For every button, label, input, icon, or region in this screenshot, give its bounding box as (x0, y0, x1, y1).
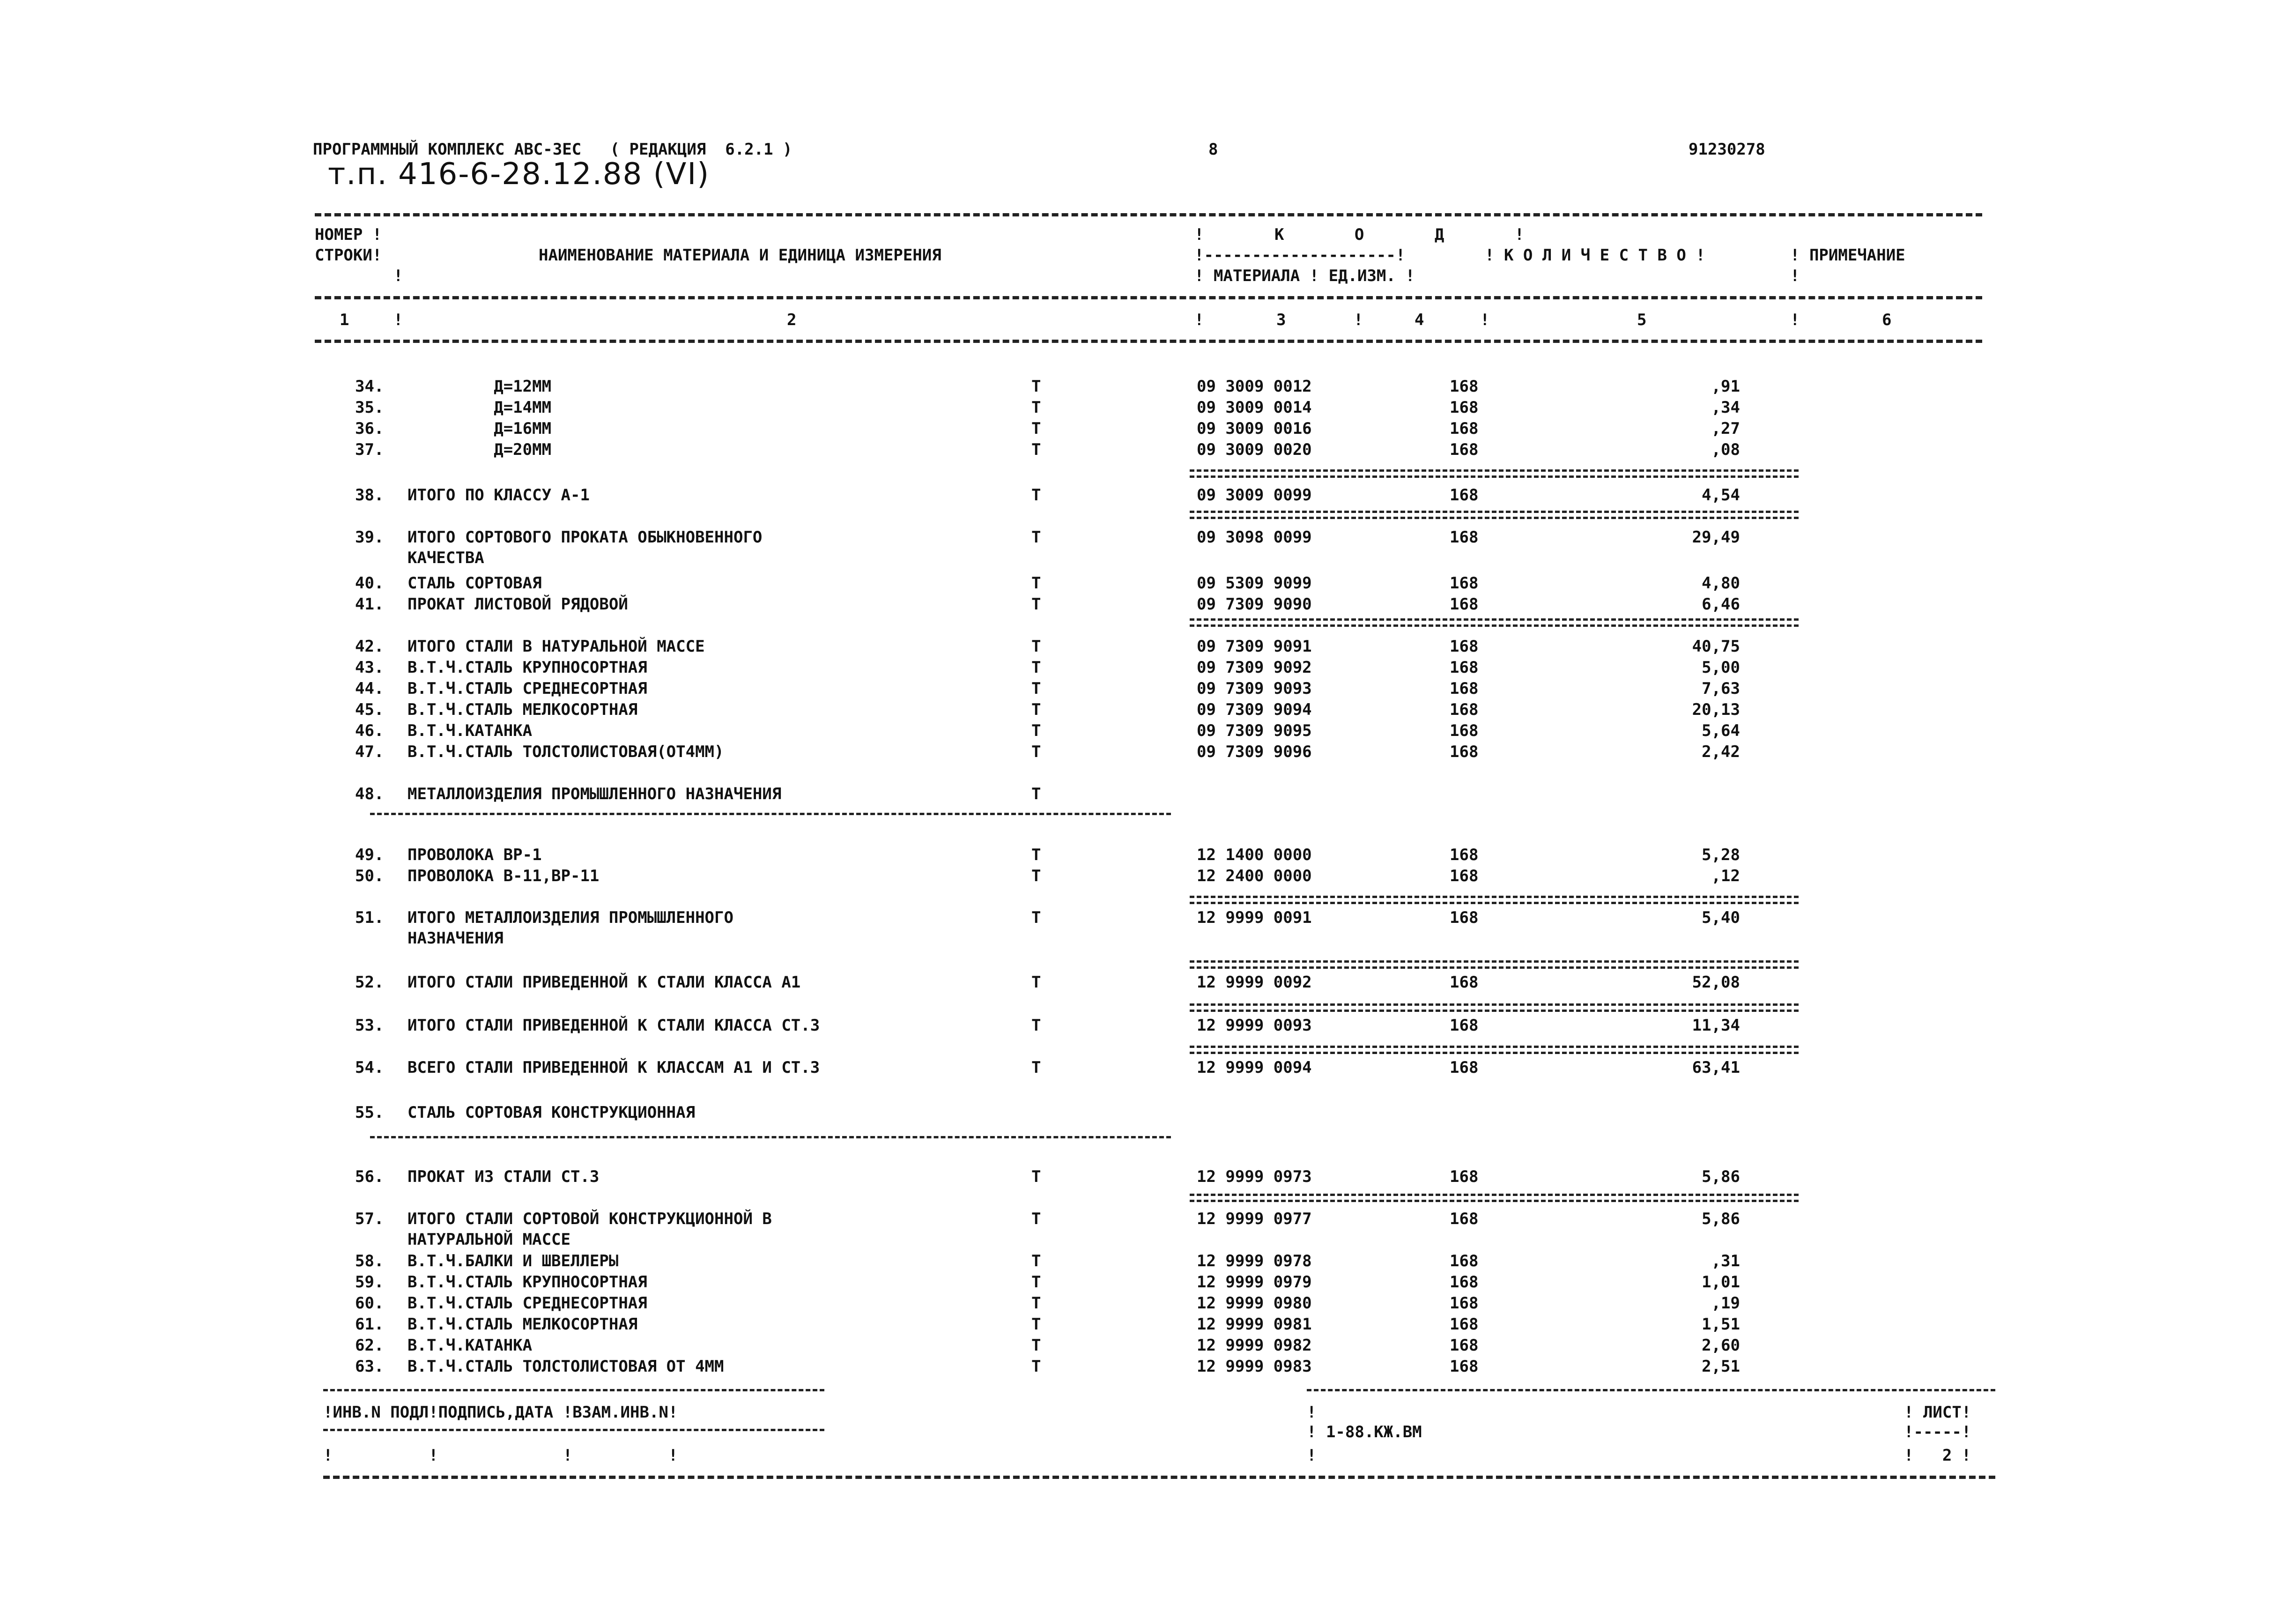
footer-sheet-label: ! ЛИСТ! (1904, 1403, 1971, 1422)
unit-of-measure: Т (1031, 440, 1041, 459)
row-number: 52. (355, 973, 384, 992)
row-number: 57. (355, 1210, 384, 1228)
header-mid-rule (315, 296, 1982, 299)
unit-code: 168 (1450, 637, 1479, 656)
table-row (0, 974, 2296, 993)
unit-of-measure: Т (1031, 377, 1041, 396)
unit-code: 168 (1450, 398, 1479, 417)
footer-left-mid-rule (323, 1429, 824, 1431)
col1-header-line2: СТРОКИ! (315, 246, 382, 265)
quantity: 1,01 (1702, 1273, 1740, 1292)
row-number: 37. (355, 440, 384, 459)
table-row (0, 681, 2296, 699)
material-code: 12 9999 0980 (1197, 1294, 1312, 1313)
table-row (0, 1060, 2296, 1078)
table-row (0, 1017, 2296, 1036)
total-separator (1190, 618, 1799, 621)
total-separator (1190, 469, 1799, 472)
quantity: 4,54 (1702, 486, 1740, 505)
program-header: ПРОГРАММНЫЙ КОМПЛЕКС АВС-3ЕС ( РЕДАКЦИЯ 6.2.1 ) (313, 140, 792, 159)
material-name: В.Т.Ч.СТАЛЬ СРЕДНЕСОРТНАЯ (407, 1294, 647, 1313)
total-separator (1190, 1003, 1799, 1006)
unit-code: 168 (1450, 721, 1479, 740)
row-number: 51. (355, 908, 384, 927)
material-name: В.Т.Ч.КАТАНКА (407, 1336, 533, 1355)
column-sep-5: ! (1790, 311, 1800, 329)
table-row (0, 487, 2296, 506)
unit-code: 168 (1450, 1336, 1479, 1355)
note-header-bar: ! (1790, 267, 1800, 285)
quantity: 2,60 (1702, 1336, 1740, 1355)
unit-of-measure: Т (1031, 398, 1041, 417)
material-name: ПРОКАТ ЛИСТОВОЙ РЯДОВОЙ (407, 595, 628, 614)
handwritten-reference: т.п. 416-6-28.12.88 (VI) (328, 157, 710, 192)
unit-of-measure: Т (1031, 1210, 1041, 1228)
col1-header-line3: ! (393, 267, 403, 285)
total-separator (1190, 1046, 1799, 1048)
unit-of-measure: Т (1031, 846, 1041, 864)
material-name: ИТОГО МЕТАЛЛОИЗДЕЛИЯ ПРОМЫШЛЕННОГО (407, 908, 733, 927)
unit-code: 168 (1450, 973, 1479, 992)
unit-code: 168 (1450, 419, 1479, 438)
row-number: 59. (355, 1273, 384, 1292)
material-code: 09 3098 0099 (1197, 528, 1312, 547)
material-code: 12 9999 0982 (1197, 1336, 1312, 1355)
material-code: 09 3009 0014 (1197, 398, 1312, 417)
table-row (0, 400, 2296, 418)
material-code: 09 7309 9091 (1197, 637, 1312, 656)
material-name: СТАЛЬ СОРТОВАЯ КОНСТРУКЦИОННАЯ (407, 1103, 696, 1122)
column-sep-4: ! (1480, 311, 1490, 329)
material-code: 09 7309 9094 (1197, 700, 1312, 719)
table-row (0, 1359, 2296, 1377)
section-underline (370, 1136, 1171, 1138)
table-row (0, 1105, 2296, 1123)
footer-drawing-code: ! 1-88.КЖ.ВМ (1307, 1423, 1422, 1441)
document-code: 91230278 (1689, 140, 1765, 159)
quantity: 11,34 (1692, 1016, 1740, 1035)
material-code: 12 9999 0978 (1197, 1252, 1312, 1270)
unit-code: 168 (1450, 1357, 1479, 1376)
unit-code: 168 (1450, 486, 1479, 505)
material-name: В.Т.Ч.СТАЛЬ КРУПНОСОРТНАЯ (407, 658, 647, 677)
quantity: 29,49 (1692, 528, 1740, 547)
unit-code: 168 (1450, 377, 1479, 396)
row-number: 62. (355, 1336, 384, 1355)
footer-signature-cells: ! ! ! ! (323, 1446, 678, 1465)
unit-code: 168 (1450, 1016, 1479, 1035)
footer-sheet-number: ! 2 ! (1904, 1446, 1971, 1465)
quantity: 5,00 (1702, 658, 1740, 677)
material-name: Д=16ММ (407, 419, 552, 438)
material-name: Д=20ММ (407, 440, 552, 459)
row-number: 63. (355, 1357, 384, 1376)
table-row (0, 744, 2296, 763)
column-number-6: 6 (1882, 311, 1892, 329)
unit-code: 168 (1450, 1210, 1479, 1228)
unit-code: 168 (1450, 679, 1479, 698)
quantity: ,31 (1711, 1252, 1740, 1270)
material-code: 09 7309 9096 (1197, 743, 1312, 761)
material-name: ИТОГО СТАЛИ ПРИВЕДЕННОЙ К СТАЛИ КЛАССА СТ.3 (407, 1016, 820, 1035)
unit-of-measure: Т (1031, 1357, 1041, 1376)
material-name: МЕТАЛЛОИЗДЕЛИЯ ПРОМЫШЛЕННОГО НАЗНАЧЕНИЯ (407, 785, 782, 803)
material-code: 12 9999 0977 (1197, 1210, 1312, 1228)
material-code: 12 1400 0000 (1197, 846, 1312, 864)
unit-code: 168 (1450, 574, 1479, 593)
material-name: ПРОКАТ ИЗ СТАЛИ СТ.3 (407, 1167, 600, 1186)
row-number: 39. (355, 528, 384, 547)
unit-of-measure: Т (1031, 700, 1041, 719)
material-name: В.Т.Ч.КАТАНКА (407, 721, 533, 740)
unit-code: 168 (1450, 528, 1479, 547)
quantity: 5,86 (1702, 1167, 1740, 1186)
material-code: 12 2400 0000 (1197, 867, 1312, 885)
material-code: 12 9999 0091 (1197, 908, 1312, 927)
column-sep-1: ! (393, 311, 403, 329)
quantity: 40,75 (1692, 637, 1740, 656)
column-number-1: 1 (340, 311, 349, 329)
material-name: В.Т.Ч.БАЛКИ И ШВЕЛЛЕРЫ (407, 1252, 619, 1270)
column-sep-3: ! (1354, 311, 1363, 329)
unit-code: 168 (1450, 1273, 1479, 1292)
table-row (0, 908, 2296, 948)
row-number: 56. (355, 1167, 384, 1186)
total-separator (1190, 1194, 1799, 1196)
material-code: 09 7309 9090 (1197, 595, 1312, 614)
material-name-continued: КАЧЕСТВА (407, 549, 484, 567)
material-name: ПРОВОЛОКА В-11,ВР-11 (407, 867, 600, 885)
unit-code: 168 (1450, 440, 1479, 459)
unit-of-measure: Т (1031, 679, 1041, 698)
code-header-rule: !--------------------! (1194, 246, 1406, 265)
unit-of-measure: Т (1031, 867, 1041, 885)
row-number: 53. (355, 1016, 384, 1035)
unit-code: 168 (1450, 867, 1479, 885)
total-separator (1190, 511, 1799, 513)
table-row (0, 442, 2296, 460)
row-number: 42. (355, 637, 384, 656)
column-number-3: 3 (1276, 311, 1286, 329)
material-name: ИТОГО СТАЛИ В НАТУРАЛЬНОЙ МАССЕ (407, 637, 705, 656)
material-code: 12 9999 0983 (1197, 1357, 1312, 1376)
table-top-rule (315, 213, 1982, 216)
quantity: 2,42 (1702, 743, 1740, 761)
material-name: ПРОВОЛОКА ВР-1 (407, 846, 542, 864)
quantity: 4,80 (1702, 574, 1740, 593)
quantity: ,91 (1711, 377, 1740, 396)
row-number: 36. (355, 419, 384, 438)
material-code: 12 9999 0981 (1197, 1315, 1312, 1334)
table-row (0, 1316, 2296, 1335)
unit-of-measure: Т (1031, 528, 1041, 547)
table-row (0, 1337, 2296, 1356)
footer-right-top-rule (1307, 1389, 1995, 1391)
unit-code: 168 (1450, 658, 1479, 677)
unit-of-measure: Т (1031, 574, 1041, 593)
footer-left-top-rule (323, 1389, 824, 1391)
quantity: 6,46 (1702, 595, 1740, 614)
total-separator (1190, 960, 1799, 963)
unit-of-measure: Т (1031, 973, 1041, 992)
quantity: 5,40 (1702, 908, 1740, 927)
unit-code: 168 (1450, 743, 1479, 761)
row-number: 35. (355, 398, 384, 417)
column-number-2: 2 (787, 311, 797, 329)
code-header: ! К О Д ! (1194, 225, 1525, 244)
table-row (0, 421, 2296, 439)
material-name: ВСЕГО СТАЛИ ПРИВЕДЕННОЙ К КЛАССАМ А1 И СТ.3 (407, 1058, 820, 1077)
unit-code: 168 (1450, 1315, 1479, 1334)
table-row (0, 1295, 2296, 1314)
material-name: Д=14ММ (407, 398, 552, 417)
quantity: 5,28 (1702, 846, 1740, 864)
material-code: 09 5309 9099 (1197, 574, 1312, 593)
page-number: 8 (1208, 140, 1218, 159)
quantity: 5,64 (1702, 721, 1740, 740)
table-row (0, 723, 2296, 742)
quantity: 52,08 (1692, 973, 1740, 992)
material-code: 09 3009 0016 (1197, 419, 1312, 438)
material-code: 09 7309 9093 (1197, 679, 1312, 698)
material-name: В.Т.Ч.СТАЛЬ МЕЛКОСОРТНАЯ (407, 1315, 638, 1334)
material-name: В.Т.Ч.СТАЛЬ КРУПНОСОРТНАЯ (407, 1273, 647, 1292)
code-subheader: ! МАТЕРИАЛА ! ЕД.ИЗМ. ! (1194, 267, 1415, 285)
unit-of-measure: Т (1031, 1016, 1041, 1035)
quantity: 1,51 (1702, 1315, 1740, 1334)
total-separator (1190, 896, 1799, 898)
table-row (0, 868, 2296, 887)
unit-code: 168 (1450, 908, 1479, 927)
unit-of-measure: Т (1031, 486, 1041, 505)
quantity: 20,13 (1692, 700, 1740, 719)
unit-of-measure: Т (1031, 1315, 1041, 1334)
material-code: 12 9999 0094 (1197, 1058, 1312, 1077)
unit-of-measure: Т (1031, 1336, 1041, 1355)
unit-code: 168 (1450, 1294, 1479, 1313)
material-code: 09 3009 0012 (1197, 377, 1312, 396)
unit-of-measure: Т (1031, 419, 1041, 438)
material-code: 09 3009 0020 (1197, 440, 1312, 459)
row-number: 50. (355, 867, 384, 885)
col2-header: НАИМЕНОВАНИЕ МАТЕРИАЛА И ЕДИНИЦА ИЗМЕРЕНИЯ (539, 246, 941, 265)
unit-of-measure: Т (1031, 785, 1041, 803)
row-number: 41. (355, 595, 384, 614)
section-underline (370, 813, 1171, 815)
note-header: ! ПРИМЕЧАНИЕ (1790, 246, 1905, 265)
unit-code: 168 (1450, 846, 1479, 864)
row-number: 55. (355, 1103, 384, 1122)
material-name: Д=12ММ (407, 377, 552, 396)
unit-of-measure: Т (1031, 908, 1041, 927)
table-row (0, 702, 2296, 720)
table-row (0, 1169, 2296, 1188)
footer-bottom-rule (323, 1476, 1995, 1479)
unit-of-measure: Т (1031, 1058, 1041, 1077)
row-number: 44. (355, 679, 384, 698)
footer-mid-bar: ! (1307, 1446, 1317, 1465)
quantity: ,19 (1711, 1294, 1740, 1313)
quantity-header: ! К О Л И Ч Е С Т В О ! (1485, 246, 1705, 265)
table-row (0, 847, 2296, 866)
row-number: 48. (355, 785, 384, 803)
unit-of-measure: Т (1031, 595, 1041, 614)
table-row (0, 786, 2296, 805)
quantity: 7,63 (1702, 679, 1740, 698)
quantity: 5,86 (1702, 1210, 1740, 1228)
header-bottom-rule (315, 340, 1982, 343)
row-number: 46. (355, 721, 384, 740)
material-name: В.Т.Ч.СТАЛЬ ТОЛСТОЛИСТОВАЯ(ОТ4ММ) (407, 743, 724, 761)
column-sep-2: ! (1194, 311, 1204, 329)
unit-of-measure: Т (1031, 1273, 1041, 1292)
table-row (0, 1210, 2296, 1249)
unit-code: 168 (1450, 595, 1479, 614)
row-number: 38. (355, 486, 384, 505)
material-code: 12 9999 0973 (1197, 1167, 1312, 1186)
material-name: В.Т.Ч.СТАЛЬ ТОЛСТОЛИСТОВАЯ ОТ 4ММ (407, 1357, 724, 1376)
material-name-continued: НАТУРАЛЬНОЙ МАССЕ (407, 1230, 570, 1249)
footer-signature-header: !ИНВ.N ПОДЛ!ПОДПИСЬ,ДАТА !ВЗАМ.ИНВ.N! (323, 1403, 678, 1422)
table-row (0, 575, 2296, 594)
row-number: 45. (355, 700, 384, 719)
unit-code: 168 (1450, 1167, 1479, 1186)
footer-sheet-rule: !-----! (1904, 1423, 1971, 1441)
material-code: 12 9999 0979 (1197, 1273, 1312, 1292)
material-name-continued: НАЗНАЧЕНИЯ (407, 929, 504, 948)
quantity: ,08 (1711, 440, 1740, 459)
row-number: 40. (355, 574, 384, 593)
row-number: 49. (355, 846, 384, 864)
material-code: 12 9999 0093 (1197, 1016, 1312, 1035)
quantity: ,34 (1711, 398, 1740, 417)
unit-of-measure: Т (1031, 743, 1041, 761)
material-name: ИТОГО СТАЛИ ПРИВЕДЕННОЙ К СТАЛИ КЛАССА А1 (407, 973, 801, 992)
table-row (0, 528, 2296, 567)
material-name: СТАЛЬ СОРТОВАЯ (407, 574, 542, 593)
footer-mid-bar: ! (1307, 1403, 1317, 1422)
unit-of-measure: Т (1031, 721, 1041, 740)
material-code: 09 7309 9092 (1197, 658, 1312, 677)
material-name: В.Т.Ч.СТАЛЬ МЕЛКОСОРТНАЯ (407, 700, 638, 719)
row-number: 47. (355, 743, 384, 761)
column-number-5: 5 (1637, 311, 1647, 329)
table-row (0, 639, 2296, 657)
quantity: 2,51 (1702, 1357, 1740, 1376)
material-name: ИТОГО СТАЛИ СОРТОВОЙ КОНСТРУКЦИОННОЙ В (407, 1210, 772, 1228)
material-code: 09 3009 0099 (1197, 486, 1312, 505)
table-row (0, 379, 2296, 397)
quantity: 63,41 (1692, 1058, 1740, 1077)
material-name: ИТОГО ПО КЛАССУ А-1 (407, 486, 590, 505)
row-number: 43. (355, 658, 384, 677)
material-code: 09 7309 9095 (1197, 721, 1312, 740)
table-row (0, 596, 2296, 615)
unit-of-measure: Т (1031, 1167, 1041, 1186)
table-row (0, 660, 2296, 678)
table-row (0, 1253, 2296, 1272)
unit-of-measure: Т (1031, 1252, 1041, 1270)
material-code: 12 9999 0092 (1197, 973, 1312, 992)
unit-of-measure: Т (1031, 1294, 1041, 1313)
row-number: 61. (355, 1315, 384, 1334)
column-number-4: 4 (1415, 311, 1424, 329)
unit-of-measure: Т (1031, 658, 1041, 677)
material-name: ИТОГО СОРТОВОГО ПРОКАТА ОБЫКНОВЕННОГО (407, 528, 763, 547)
row-number: 60. (355, 1294, 384, 1313)
col1-header-line1: НОМЕР ! (315, 225, 382, 244)
unit-code: 168 (1450, 700, 1479, 719)
table-row (0, 1274, 2296, 1293)
quantity: ,27 (1711, 419, 1740, 438)
unit-code: 168 (1450, 1058, 1479, 1077)
row-number: 58. (355, 1252, 384, 1270)
material-name: В.Т.Ч.СТАЛЬ СРЕДНЕСОРТНАЯ (407, 679, 647, 698)
unit-code: 168 (1450, 1252, 1479, 1270)
row-number: 54. (355, 1058, 384, 1077)
quantity: ,12 (1711, 867, 1740, 885)
unit-of-measure: Т (1031, 637, 1041, 656)
row-number: 34. (355, 377, 384, 396)
